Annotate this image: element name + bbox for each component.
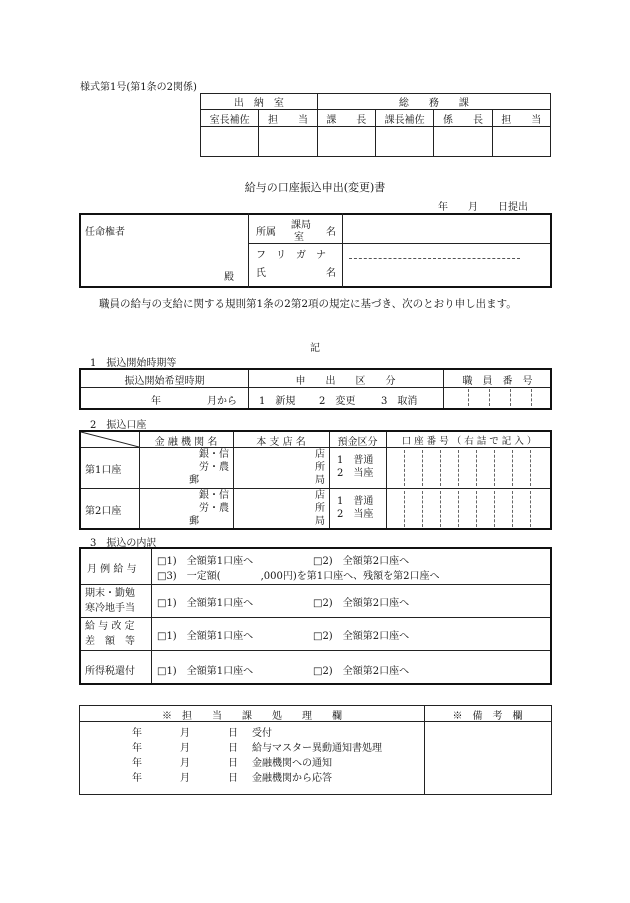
revision-opt2[interactable]: □2) 全額第2口座へ xyxy=(313,631,410,642)
bonus-opt1[interactable]: □1) 全額第1口座へ xyxy=(157,598,254,609)
bank-type-line: 労・農 xyxy=(199,503,229,514)
stamp-cell[interactable] xyxy=(259,127,317,157)
bonus-label-line2: 寒冷地手当 xyxy=(85,603,135,614)
employee-no-input[interactable] xyxy=(443,387,552,408)
account2-bank-type xyxy=(181,489,229,528)
deposit-option[interactable]: 2 当座 xyxy=(337,509,374,520)
dept-label-bottom: 室 xyxy=(294,232,304,243)
monthly-opt1[interactable]: □1) 全額第1口座へ xyxy=(157,556,254,567)
account1-bank-type xyxy=(181,448,229,487)
section1-heading: 1 振込開始時期等 xyxy=(90,358,177,369)
submission-date: 年 月 日提出 xyxy=(438,202,528,213)
account1-number-input[interactable] xyxy=(386,448,552,488)
account2-bank-input[interactable] xyxy=(139,489,179,529)
bank-type-line: 郵 xyxy=(189,475,199,486)
branch-type-line: 店 xyxy=(315,490,325,501)
bank-type-line: 銀・信 xyxy=(199,490,229,501)
deposit-option[interactable]: 1 普通 xyxy=(337,455,374,466)
section1-table xyxy=(79,368,552,410)
processing-step: 金融機関への通知 xyxy=(252,758,332,769)
account2-label: 第2口座 xyxy=(85,506,122,517)
month-label: 月 xyxy=(180,728,190,739)
diagonal-line xyxy=(81,432,139,447)
processing-box xyxy=(79,705,552,795)
account2-branch-type xyxy=(281,489,325,528)
dept-name-label: 名 xyxy=(326,227,336,238)
monthly-opt2[interactable]: □2) 全額第2口座へ xyxy=(313,556,410,567)
year-label: 年 xyxy=(132,728,142,739)
branch-type-line: 局 xyxy=(315,475,325,486)
stamp-cell[interactable] xyxy=(434,127,492,157)
processing-step: 給与マスター異動通知書処理 xyxy=(252,743,382,754)
appointer-label: 任命権者 xyxy=(85,227,125,238)
stamp-cell[interactable] xyxy=(317,127,375,157)
account1-bank-input[interactable] xyxy=(139,448,179,488)
intro-text: 職員の給与の支給に関する規則第1条の2第2項の規定に基づき、次のとおり申し出ます。 xyxy=(99,298,517,310)
processing-header: ※ 担 当 課 処 理 欄 xyxy=(162,711,342,722)
bank-type-line: 労・農 xyxy=(199,462,229,473)
tax-refund-opt2[interactable]: □2) 全額第2口座へ xyxy=(313,666,410,677)
day-label: 日 xyxy=(228,758,238,769)
year-label: 年 xyxy=(132,773,142,784)
option-cancel[interactable]: 3 取消 xyxy=(381,396,418,407)
account1-label: 第1口座 xyxy=(85,465,122,476)
day-label: 日 xyxy=(228,728,238,739)
section3-heading: 3 振込の内訳 xyxy=(90,538,157,549)
role-1: 室長補佐 xyxy=(201,110,259,127)
bonus-opt2[interactable]: □2) 全額第2口座へ xyxy=(313,598,410,609)
start-year: 年 xyxy=(151,396,161,407)
account2-number-input[interactable] xyxy=(386,489,552,529)
bank-header: 金 融 機 関 名 xyxy=(154,437,218,448)
approval-dept2: 総 務 課 xyxy=(317,94,550,110)
revision-label-line2: 差 額 等 xyxy=(85,636,135,647)
tax-refund-opt1[interactable]: □1) 全額第1口座へ xyxy=(157,666,254,677)
account2-deposit-type[interactable] xyxy=(337,495,373,521)
monthly-opt3[interactable]: □3) 一定額( ,000円)を第1口座へ、残額を第2口座へ xyxy=(157,571,440,582)
role-3: 課 長 xyxy=(317,110,375,127)
branch-header: 本 支 店 名 xyxy=(256,437,306,448)
account1-branch-type xyxy=(281,448,325,487)
month-label: 月 xyxy=(180,743,190,754)
name-label-shi: 氏 xyxy=(256,268,266,279)
year-label: 年 xyxy=(132,743,142,754)
stamp-cell[interactable] xyxy=(201,127,259,157)
remarks-header: ※ 備 考 欄 xyxy=(452,711,523,722)
deposit-type-header: 預金区分 xyxy=(337,437,378,448)
processing-step: 金融機関から応答 xyxy=(252,773,332,784)
start-month: 月から xyxy=(207,396,237,407)
approval-table xyxy=(200,93,551,157)
bonus-label xyxy=(85,586,135,616)
tax-refund-label: 所得税還付 xyxy=(85,666,135,677)
monthly-salary-label: 月 例 給 与 xyxy=(87,564,137,575)
processing-line xyxy=(132,741,382,756)
role-4: 課長補佐 xyxy=(375,110,433,127)
start-time-header: 振込開始希望時期 xyxy=(124,376,205,387)
month-label: 月 xyxy=(180,758,190,769)
role-5: 係 長 xyxy=(434,110,492,127)
employee-no-header: 職 員 番 号 xyxy=(462,376,533,387)
account2-branch-input[interactable] xyxy=(233,489,283,529)
processing-line xyxy=(132,771,382,786)
affiliation-label: 所属 xyxy=(256,227,276,238)
processing-lines xyxy=(132,726,382,786)
processing-step: 受付 xyxy=(252,728,272,739)
furigana-label: フ リ ガ ナ xyxy=(256,250,326,261)
form-number: 様式第1号(第1条の2関係) xyxy=(80,82,197,93)
bank-type-line: 銀・信 xyxy=(199,449,229,460)
processing-line xyxy=(132,726,382,741)
dept-name-input[interactable] xyxy=(346,217,546,241)
request-type-header: 申 出 区 分 xyxy=(295,376,396,387)
name-label-mei: 名 xyxy=(326,268,336,279)
year-label: 年 xyxy=(132,758,142,769)
option-new[interactable]: 1 新規 xyxy=(259,396,296,407)
revision-opt1[interactable]: □1) 全額第1口座へ xyxy=(157,631,254,642)
bank-type-line: 郵 xyxy=(189,516,199,527)
role-2: 担 当 xyxy=(259,110,317,127)
account1-branch-input[interactable] xyxy=(233,448,283,488)
option-change[interactable]: 2 変更 xyxy=(319,396,356,407)
branch-type-line: 所 xyxy=(315,503,325,514)
branch-type-line: 所 xyxy=(315,462,325,473)
bonus-label-line1: 期末・勤勉 xyxy=(85,588,135,599)
role-6: 担 当 xyxy=(492,110,550,127)
document-title: 給与の口座振込申出(変更)書 xyxy=(244,181,386,194)
deposit-option[interactable]: 2 当座 xyxy=(337,468,374,479)
stamp-cell[interactable] xyxy=(375,127,433,157)
month-label: 月 xyxy=(180,773,190,784)
approval-dept1: 出 納 室 xyxy=(201,94,318,110)
dept-label-top: 課局 xyxy=(291,220,311,231)
account-no-header: 口 座 番 号 （ 右 詰 で 記 入 ） xyxy=(401,436,537,447)
branch-type-line: 局 xyxy=(315,516,325,527)
processing-line xyxy=(132,756,382,771)
stamp-cell[interactable] xyxy=(492,127,550,157)
section3-table xyxy=(79,547,552,685)
applicant-name-input[interactable] xyxy=(346,245,546,285)
day-label: 日 xyxy=(228,743,238,754)
revision-label-line1: 給 与 改 定 xyxy=(85,621,135,632)
section2-table xyxy=(79,430,552,530)
day-label: 日 xyxy=(228,773,238,784)
applicant-box xyxy=(79,213,552,288)
remarks-input[interactable] xyxy=(426,723,551,794)
section2-heading: 2 振込口座 xyxy=(90,420,147,431)
branch-type-line: 店 xyxy=(315,449,325,460)
honorific: 殿 xyxy=(224,272,234,283)
revision-label xyxy=(85,619,135,649)
ki-mark: 記 xyxy=(310,343,320,354)
deposit-option[interactable]: 1 普通 xyxy=(337,496,374,507)
account1-deposit-type[interactable] xyxy=(337,454,373,480)
